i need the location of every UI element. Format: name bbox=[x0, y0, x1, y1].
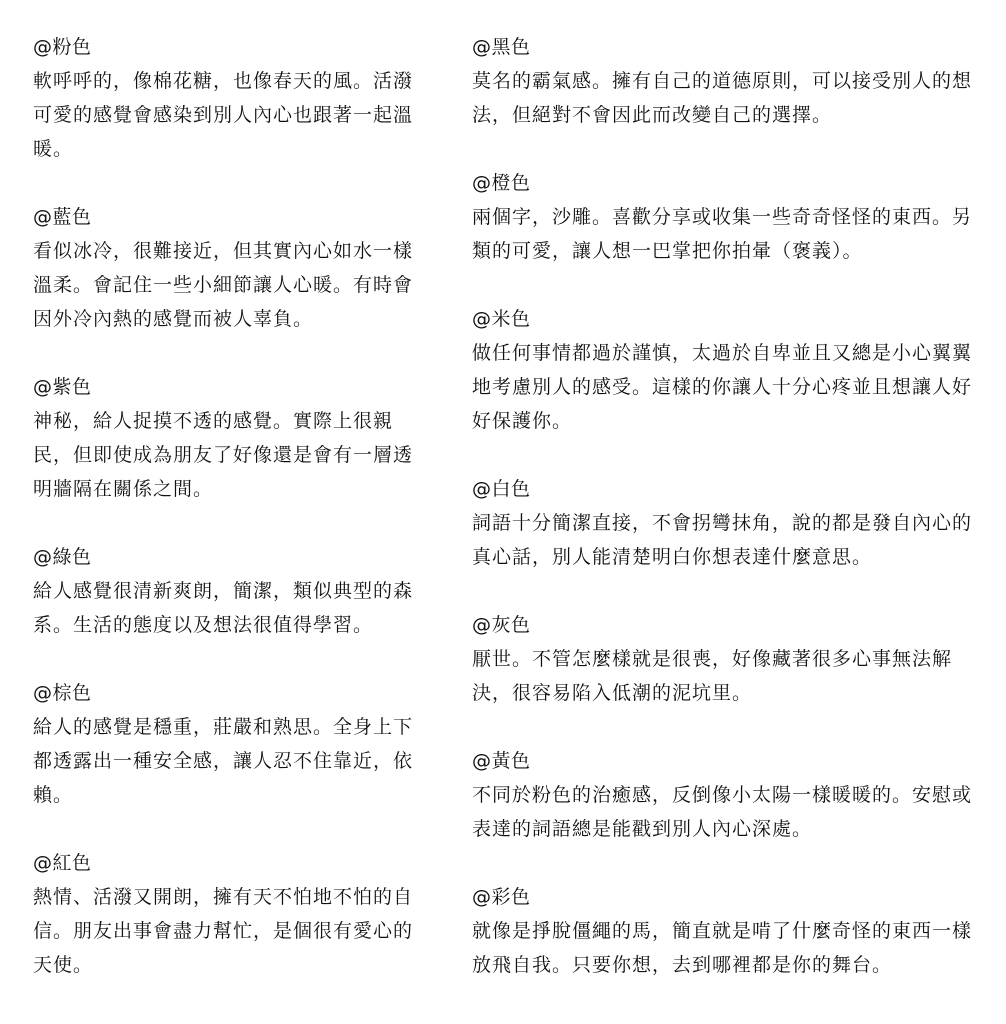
entry-description: 給人感覺很清新爽朗，簡潔，類似典型的森系。生活的態度以及想法很值得學習。 bbox=[33, 580, 414, 636]
entry-title: @橙色 bbox=[472, 172, 531, 194]
entry-title: @黑色 bbox=[472, 36, 531, 58]
right-column bbox=[472, 30, 982, 1016]
color-entry-white bbox=[472, 472, 982, 608]
entry-description: 看似冰冷，很難接近，但其實內心如水一樣溫柔。會記住一些小細節讓人心暖。有時會因外冷內熱的感覺而被人辜負。 bbox=[33, 240, 414, 330]
entry-title: @粉色 bbox=[33, 36, 92, 58]
color-entry-orange bbox=[472, 166, 982, 302]
color-entry-pink bbox=[33, 30, 428, 200]
entry-description: 詞語十分簡潔直接，不會拐彎抹角，說的都是發自內心的真心話，別人能清楚明白你想表達什麼意思。 bbox=[472, 512, 973, 568]
entry-title: @綠色 bbox=[33, 546, 92, 568]
color-entry-beige bbox=[472, 302, 982, 472]
entry-description: 神秘，給人捉摸不透的感覺。實際上很親民，但即使成為朋友了好像還是會有一層透明牆隔在關係之間。 bbox=[33, 410, 414, 500]
color-entry-black bbox=[472, 30, 982, 166]
entry-title: @灰色 bbox=[472, 614, 531, 636]
entry-description: 給人的感覺是穩重，莊嚴和熟思。全身上下都透露出一種安全感，讓人忍不住靠近，依賴。 bbox=[33, 716, 414, 806]
entry-title: @白色 bbox=[472, 478, 531, 500]
color-entry-purple bbox=[33, 370, 428, 540]
entry-description: 軟呼呼的，像棉花糖，也像春天的風。活潑可愛的感覺會感染到別人內心也跟著一起溫暖。 bbox=[33, 70, 414, 160]
entry-title: @米色 bbox=[472, 308, 531, 330]
color-entry-green bbox=[33, 540, 428, 676]
color-entry-rainbow bbox=[472, 880, 982, 1016]
entry-description: 不同於粉色的治癒感，反倒像小太陽一樣暖暖的。安慰或表達的詞語總是能戳到別人內心深處。 bbox=[472, 784, 973, 840]
color-entry-red bbox=[33, 846, 428, 1016]
color-entry-brown bbox=[33, 676, 428, 846]
entry-description: 兩個字，沙雕。喜歡分享或收集一些奇奇怪怪的東西。另類的可愛，讓人想一巴掌把你拍暈（褒義）。 bbox=[472, 206, 973, 262]
color-entry-yellow bbox=[472, 744, 982, 880]
entry-description: 熱情、活潑又開朗，擁有天不怕地不怕的自信。朋友出事會盡力幫忙，是個很有愛心的天使。 bbox=[33, 886, 414, 976]
entry-title: @藍色 bbox=[33, 206, 92, 228]
entry-description: 莫名的霸氣感。擁有自己的道德原則，可以接受別人的想法，但絕對不會因此而改變自己的選擇。 bbox=[472, 70, 973, 126]
entry-description: 厭世。不管怎麼樣就是很喪，好像藏著很多心事無法解決，很容易陷入低潮的泥坑里。 bbox=[472, 648, 953, 704]
entry-title: @彩色 bbox=[472, 886, 531, 908]
entry-title: @棕色 bbox=[33, 682, 92, 704]
entry-description: 就像是掙脫僵繩的馬，簡直就是啃了什麼奇怪的東西一樣放飛自我。只要你想，去到哪裡都是你的舞台。 bbox=[472, 920, 973, 976]
entry-title: @黃色 bbox=[472, 750, 531, 772]
entry-title: @紫色 bbox=[33, 376, 92, 398]
entry-title: @紅色 bbox=[33, 852, 92, 874]
entry-description: 做任何事情都過於謹慎，太過於自卑並且又總是小心翼翼地考慮別人的感受。這樣的你讓人十分心疼並且想讓人好好保護你。 bbox=[472, 342, 973, 432]
color-entry-gray bbox=[472, 608, 982, 744]
color-entry-blue bbox=[33, 200, 428, 370]
left-column bbox=[33, 30, 428, 1016]
